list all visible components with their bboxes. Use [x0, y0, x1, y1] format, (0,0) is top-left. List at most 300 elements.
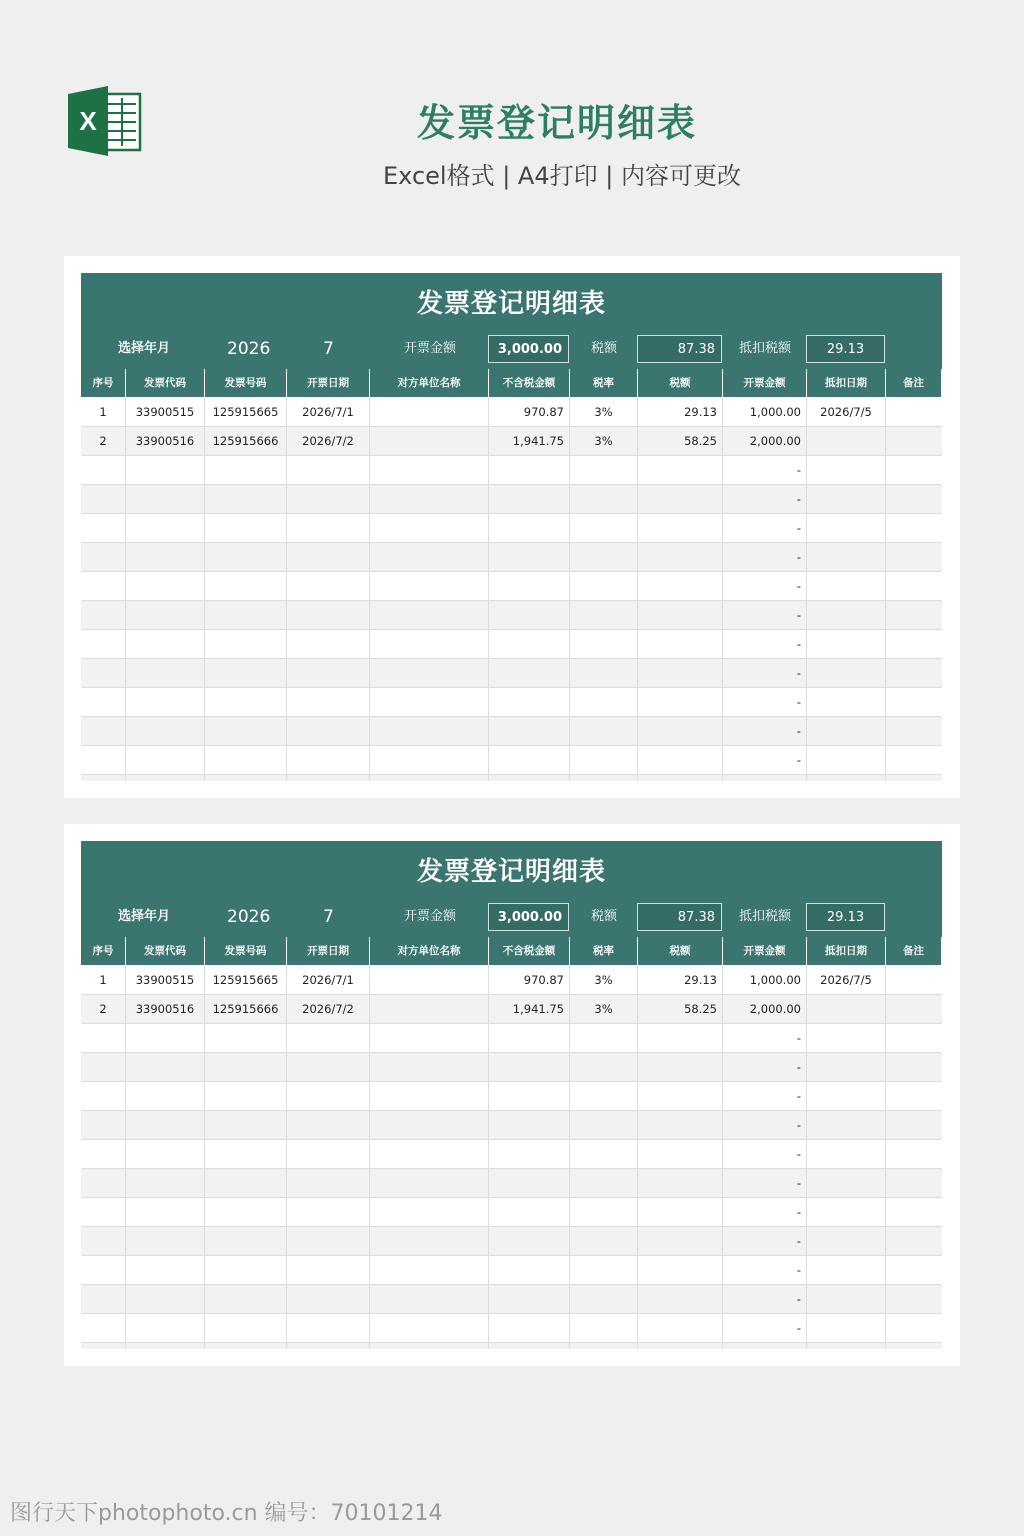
table-cell[interactable] [81, 1343, 126, 1349]
table-cell[interactable] [81, 630, 126, 658]
table-cell[interactable] [126, 659, 205, 687]
table-cell[interactable] [370, 456, 489, 484]
table-cell[interactable] [807, 485, 886, 513]
table-cell[interactable] [638, 1024, 723, 1052]
table-cell[interactable] [370, 398, 489, 426]
table-cell[interactable] [570, 688, 638, 716]
table-cell[interactable] [287, 456, 370, 484]
table-cell[interactable]: - [723, 601, 807, 629]
table-cell[interactable] [886, 1169, 942, 1197]
table-cell[interactable] [489, 1285, 570, 1313]
table-cell[interactable] [807, 1198, 886, 1226]
table-cell[interactable] [287, 1285, 370, 1313]
table-cell[interactable] [205, 456, 287, 484]
table-cell[interactable] [205, 514, 287, 542]
table-cell[interactable]: 3% [570, 398, 638, 426]
table-cell[interactable] [807, 456, 886, 484]
table-cell[interactable]: - [723, 1198, 807, 1226]
table-cell[interactable] [807, 514, 886, 542]
table-cell[interactable] [489, 659, 570, 687]
table-cell[interactable]: 125915666 [205, 995, 287, 1023]
table-cell[interactable]: 29.13 [638, 398, 723, 426]
table-cell[interactable] [81, 1082, 126, 1110]
table-cell[interactable] [126, 1343, 205, 1349]
table-cell[interactable] [489, 775, 570, 781]
table-cell[interactable] [638, 1285, 723, 1313]
table-cell[interactable] [489, 746, 570, 774]
table-cell[interactable] [638, 456, 723, 484]
table-cell[interactable] [287, 630, 370, 658]
table-cell[interactable] [205, 1140, 287, 1168]
table-cell[interactable]: 2 [81, 427, 126, 455]
table-cell[interactable] [570, 775, 638, 781]
table-cell[interactable] [126, 1024, 205, 1052]
table-cell[interactable]: - [723, 1227, 807, 1255]
table-cell[interactable] [807, 601, 886, 629]
table-cell[interactable] [81, 1285, 126, 1313]
table-cell[interactable] [370, 514, 489, 542]
table-cell[interactable] [126, 630, 205, 658]
table-cell[interactable]: 3% [570, 427, 638, 455]
table-cell[interactable] [370, 630, 489, 658]
table-cell[interactable] [638, 1169, 723, 1197]
table-cell[interactable] [489, 630, 570, 658]
table-cell[interactable] [370, 1314, 489, 1342]
table-cell[interactable] [205, 630, 287, 658]
table-cell[interactable]: - [723, 1082, 807, 1110]
table-cell[interactable] [489, 1024, 570, 1052]
table-cell[interactable] [205, 572, 287, 600]
table-cell[interactable] [287, 1140, 370, 1168]
table-cell[interactable] [126, 1111, 205, 1139]
table-cell[interactable]: 1,000.00 [723, 966, 807, 994]
table-cell[interactable]: 2026/7/1 [287, 398, 370, 426]
table-cell[interactable] [886, 717, 942, 745]
table-cell[interactable] [570, 1343, 638, 1349]
table-cell[interactable]: 3% [570, 995, 638, 1023]
table-cell[interactable] [886, 456, 942, 484]
table-cell[interactable] [489, 456, 570, 484]
table-cell[interactable] [205, 1111, 287, 1139]
table-cell[interactable]: 2 [81, 995, 126, 1023]
table-cell[interactable] [489, 1053, 570, 1081]
table-cell[interactable] [287, 1169, 370, 1197]
table-cell[interactable]: 33900515 [126, 398, 205, 426]
table-cell[interactable]: 33900516 [126, 995, 205, 1023]
table-cell[interactable] [370, 1082, 489, 1110]
table-cell[interactable] [287, 1082, 370, 1110]
table-cell[interactable] [287, 1111, 370, 1139]
table-cell[interactable] [489, 1082, 570, 1110]
table-cell[interactable] [370, 688, 489, 716]
table-cell[interactable] [807, 1111, 886, 1139]
table-cell[interactable] [126, 1169, 205, 1197]
table-cell[interactable]: - [723, 659, 807, 687]
table-cell[interactable] [570, 1227, 638, 1255]
table-cell[interactable] [489, 1169, 570, 1197]
table-cell[interactable] [570, 1024, 638, 1052]
table-cell[interactable] [807, 630, 886, 658]
table-cell[interactable] [638, 485, 723, 513]
table-cell[interactable] [287, 1198, 370, 1226]
table-cell[interactable] [287, 572, 370, 600]
table-cell[interactable] [886, 1111, 942, 1139]
table-cell[interactable] [489, 717, 570, 745]
table-cell[interactable] [287, 601, 370, 629]
table-cell[interactable] [807, 1082, 886, 1110]
table-cell[interactable]: - [723, 1053, 807, 1081]
table-cell[interactable] [81, 485, 126, 513]
table-cell[interactable] [81, 659, 126, 687]
table-cell[interactable] [886, 1285, 942, 1313]
table-cell[interactable] [205, 1198, 287, 1226]
table-cell[interactable] [886, 427, 942, 455]
table-cell[interactable] [81, 688, 126, 716]
table-cell[interactable]: 2026/7/2 [287, 427, 370, 455]
table-cell[interactable] [81, 1227, 126, 1255]
table-cell[interactable] [570, 1256, 638, 1284]
table-cell[interactable]: 125915665 [205, 398, 287, 426]
table-cell[interactable] [638, 775, 723, 781]
table-cell[interactable] [126, 746, 205, 774]
table-cell[interactable] [287, 688, 370, 716]
table-cell[interactable] [638, 572, 723, 600]
table-cell[interactable] [81, 456, 126, 484]
table-cell[interactable] [81, 1140, 126, 1168]
table-cell[interactable] [126, 1198, 205, 1226]
table-cell[interactable] [126, 717, 205, 745]
table-cell[interactable] [807, 1285, 886, 1313]
table-cell[interactable] [886, 1256, 942, 1284]
table-cell[interactable] [886, 1198, 942, 1226]
table-cell[interactable] [570, 572, 638, 600]
table-cell[interactable] [570, 456, 638, 484]
table-cell[interactable] [886, 1227, 942, 1255]
table-cell[interactable] [807, 775, 886, 781]
table-cell[interactable]: 3% [570, 966, 638, 994]
table-cell[interactable] [370, 572, 489, 600]
table-cell[interactable] [570, 1198, 638, 1226]
table-cell[interactable] [489, 1256, 570, 1284]
table-cell[interactable] [370, 601, 489, 629]
table-cell[interactable] [81, 746, 126, 774]
table-cell[interactable] [807, 1140, 886, 1168]
table-cell[interactable] [638, 630, 723, 658]
table-cell[interactable] [886, 1314, 942, 1342]
table-cell[interactable]: 2026/7/1 [287, 966, 370, 994]
table-cell[interactable] [205, 543, 287, 571]
table-cell[interactable] [81, 1053, 126, 1081]
table-cell[interactable] [370, 746, 489, 774]
table-cell[interactable] [638, 1227, 723, 1255]
table-cell[interactable] [638, 514, 723, 542]
table-cell[interactable] [205, 717, 287, 745]
table-cell[interactable] [807, 1169, 886, 1197]
table-cell[interactable]: 33900515 [126, 966, 205, 994]
month-value[interactable]: 7 [323, 907, 334, 927]
table-cell[interactable] [807, 995, 886, 1023]
table-cell[interactable] [638, 543, 723, 571]
table-cell[interactable] [126, 775, 205, 781]
table-cell[interactable] [126, 1314, 205, 1342]
table-cell[interactable]: - [723, 456, 807, 484]
table-cell[interactable] [287, 485, 370, 513]
table-cell[interactable]: 1 [81, 966, 126, 994]
table-cell[interactable] [886, 398, 942, 426]
table-cell[interactable] [370, 1140, 489, 1168]
table-cell[interactable] [807, 1024, 886, 1052]
table-cell[interactable]: 125915666 [205, 427, 287, 455]
table-cell[interactable] [287, 775, 370, 781]
year-value[interactable]: 2026 [227, 339, 271, 359]
table-cell[interactable] [570, 1053, 638, 1081]
table-cell[interactable] [638, 659, 723, 687]
table-cell[interactable] [570, 1285, 638, 1313]
table-cell[interactable] [287, 1256, 370, 1284]
table-cell[interactable] [370, 1053, 489, 1081]
table-cell[interactable]: - [723, 1140, 807, 1168]
table-cell[interactable] [570, 1314, 638, 1342]
table-cell[interactable]: 58.25 [638, 995, 723, 1023]
table-cell[interactable] [638, 688, 723, 716]
table-cell[interactable]: - [723, 1024, 807, 1052]
table-cell[interactable] [489, 514, 570, 542]
table-cell[interactable] [638, 1198, 723, 1226]
table-cell[interactable] [287, 1343, 370, 1349]
table-cell[interactable] [370, 1285, 489, 1313]
table-cell[interactable] [638, 1053, 723, 1081]
table-cell[interactable] [570, 630, 638, 658]
table-cell[interactable]: 1,000.00 [723, 398, 807, 426]
table-cell[interactable] [205, 1256, 287, 1284]
table-cell[interactable]: - [723, 485, 807, 513]
table-cell[interactable] [807, 1343, 886, 1349]
table-cell[interactable] [489, 1227, 570, 1255]
table-cell[interactable] [807, 659, 886, 687]
table-cell[interactable] [723, 775, 807, 781]
table-cell[interactable] [638, 1314, 723, 1342]
table-cell[interactable] [886, 485, 942, 513]
table-cell[interactable] [489, 1140, 570, 1168]
table-cell[interactable] [886, 966, 942, 994]
table-cell[interactable] [205, 1314, 287, 1342]
table-cell[interactable]: 970.87 [489, 966, 570, 994]
table-cell[interactable] [370, 543, 489, 571]
table-cell[interactable] [886, 995, 942, 1023]
table-cell[interactable] [205, 1024, 287, 1052]
table-cell[interactable] [489, 1111, 570, 1139]
table-cell[interactable]: - [723, 1169, 807, 1197]
table-cell[interactable] [886, 1082, 942, 1110]
table-cell[interactable] [205, 1343, 287, 1349]
table-cell[interactable] [287, 1227, 370, 1255]
table-cell[interactable] [370, 1169, 489, 1197]
table-cell[interactable]: - [723, 572, 807, 600]
table-cell[interactable] [570, 746, 638, 774]
table-cell[interactable] [287, 1314, 370, 1342]
table-cell[interactable] [370, 1343, 489, 1349]
table-cell[interactable] [489, 1343, 570, 1349]
table-cell[interactable] [570, 1082, 638, 1110]
table-cell[interactable] [489, 688, 570, 716]
table-cell[interactable]: - [723, 1285, 807, 1313]
table-cell[interactable] [638, 1256, 723, 1284]
table-cell[interactable] [81, 1024, 126, 1052]
table-cell[interactable] [886, 630, 942, 658]
table-cell[interactable] [807, 688, 886, 716]
table-cell[interactable] [570, 514, 638, 542]
table-cell[interactable] [807, 427, 886, 455]
table-cell[interactable] [489, 1198, 570, 1226]
table-cell[interactable] [81, 1198, 126, 1226]
table-cell[interactable] [370, 485, 489, 513]
table-cell[interactable] [205, 1227, 287, 1255]
table-cell[interactable] [638, 601, 723, 629]
table-cell[interactable] [570, 1169, 638, 1197]
table-cell[interactable] [81, 601, 126, 629]
table-cell[interactable] [370, 717, 489, 745]
table-cell[interactable] [807, 1227, 886, 1255]
table-cell[interactable] [489, 543, 570, 571]
table-cell[interactable] [807, 1053, 886, 1081]
table-cell[interactable] [205, 601, 287, 629]
table-cell[interactable] [287, 543, 370, 571]
table-cell[interactable] [638, 1343, 723, 1349]
table-cell[interactable] [370, 1111, 489, 1139]
table-cell[interactable] [287, 514, 370, 542]
table-cell[interactable] [126, 543, 205, 571]
table-cell[interactable] [370, 1227, 489, 1255]
table-cell[interactable] [370, 775, 489, 781]
table-cell[interactable] [886, 775, 942, 781]
table-cell[interactable] [370, 1198, 489, 1226]
table-cell[interactable] [81, 514, 126, 542]
table-cell[interactable] [370, 1256, 489, 1284]
table-cell[interactable]: 1,941.75 [489, 427, 570, 455]
table-cell[interactable]: 58.25 [638, 427, 723, 455]
table-cell[interactable] [205, 1285, 287, 1313]
table-cell[interactable] [205, 1053, 287, 1081]
table-cell[interactable] [126, 1256, 205, 1284]
table-cell[interactable] [126, 1227, 205, 1255]
table-cell[interactable] [886, 688, 942, 716]
table-cell[interactable] [886, 601, 942, 629]
table-cell[interactable] [807, 1256, 886, 1284]
table-cell[interactable] [886, 746, 942, 774]
table-cell[interactable] [638, 1140, 723, 1168]
table-cell[interactable] [638, 717, 723, 745]
table-cell[interactable] [886, 659, 942, 687]
table-cell[interactable] [638, 746, 723, 774]
table-cell[interactable] [205, 746, 287, 774]
table-cell[interactable] [886, 572, 942, 600]
table-cell[interactable]: 1,941.75 [489, 995, 570, 1023]
table-cell[interactable] [807, 543, 886, 571]
table-cell[interactable] [126, 572, 205, 600]
table-cell[interactable] [489, 572, 570, 600]
table-cell[interactable] [81, 717, 126, 745]
table-cell[interactable]: 2026/7/2 [287, 995, 370, 1023]
table-cell[interactable] [886, 1053, 942, 1081]
table-cell[interactable]: 970.87 [489, 398, 570, 426]
table-cell[interactable] [886, 1343, 942, 1349]
table-cell[interactable]: - [723, 514, 807, 542]
table-cell[interactable] [126, 1053, 205, 1081]
table-cell[interactable] [126, 456, 205, 484]
table-cell[interactable] [807, 572, 886, 600]
table-cell[interactable] [126, 1285, 205, 1313]
table-cell[interactable] [570, 485, 638, 513]
table-cell[interactable]: - [723, 688, 807, 716]
table-cell[interactable] [81, 1314, 126, 1342]
table-cell[interactable] [287, 1053, 370, 1081]
table-cell[interactable] [886, 514, 942, 542]
table-cell[interactable] [81, 543, 126, 571]
table-cell[interactable] [81, 1169, 126, 1197]
table-cell[interactable] [570, 659, 638, 687]
table-cell[interactable] [807, 746, 886, 774]
table-cell[interactable] [287, 1024, 370, 1052]
table-cell[interactable] [287, 717, 370, 745]
table-cell[interactable] [126, 601, 205, 629]
table-cell[interactable] [205, 775, 287, 781]
year-value[interactable]: 2026 [227, 907, 271, 927]
table-cell[interactable] [886, 543, 942, 571]
table-cell[interactable]: 29.13 [638, 966, 723, 994]
table-cell[interactable] [81, 572, 126, 600]
table-cell[interactable] [370, 995, 489, 1023]
table-cell[interactable]: 125915665 [205, 966, 287, 994]
table-cell[interactable] [638, 1111, 723, 1139]
table-cell[interactable]: 2026/7/5 [807, 966, 886, 994]
table-cell[interactable] [205, 659, 287, 687]
table-cell[interactable] [205, 688, 287, 716]
table-cell[interactable] [370, 1024, 489, 1052]
table-cell[interactable]: 33900516 [126, 427, 205, 455]
table-cell[interactable] [126, 1082, 205, 1110]
table-cell[interactable] [638, 1082, 723, 1110]
table-cell[interactable] [489, 1314, 570, 1342]
table-cell[interactable] [489, 485, 570, 513]
table-cell[interactable]: - [723, 630, 807, 658]
table-cell[interactable] [570, 601, 638, 629]
table-cell[interactable] [570, 543, 638, 571]
table-cell[interactable] [886, 1140, 942, 1168]
table-cell[interactable] [287, 659, 370, 687]
table-cell[interactable] [126, 514, 205, 542]
table-cell[interactable] [489, 601, 570, 629]
table-cell[interactable] [126, 688, 205, 716]
table-cell[interactable]: - [723, 1314, 807, 1342]
table-cell[interactable] [81, 775, 126, 781]
table-cell[interactable] [570, 1140, 638, 1168]
table-cell[interactable] [287, 746, 370, 774]
table-cell[interactable] [126, 1140, 205, 1168]
table-cell[interactable]: 2,000.00 [723, 427, 807, 455]
table-cell[interactable] [205, 1082, 287, 1110]
month-value[interactable]: 7 [323, 339, 334, 359]
table-cell[interactable] [370, 966, 489, 994]
table-cell[interactable] [807, 1314, 886, 1342]
table-cell[interactable] [205, 485, 287, 513]
table-cell[interactable]: 1 [81, 398, 126, 426]
table-cell[interactable]: - [723, 717, 807, 745]
table-cell[interactable] [886, 1024, 942, 1052]
table-cell[interactable]: 2026/7/5 [807, 398, 886, 426]
table-cell[interactable] [723, 1343, 807, 1349]
table-cell[interactable] [570, 717, 638, 745]
table-cell[interactable] [370, 427, 489, 455]
